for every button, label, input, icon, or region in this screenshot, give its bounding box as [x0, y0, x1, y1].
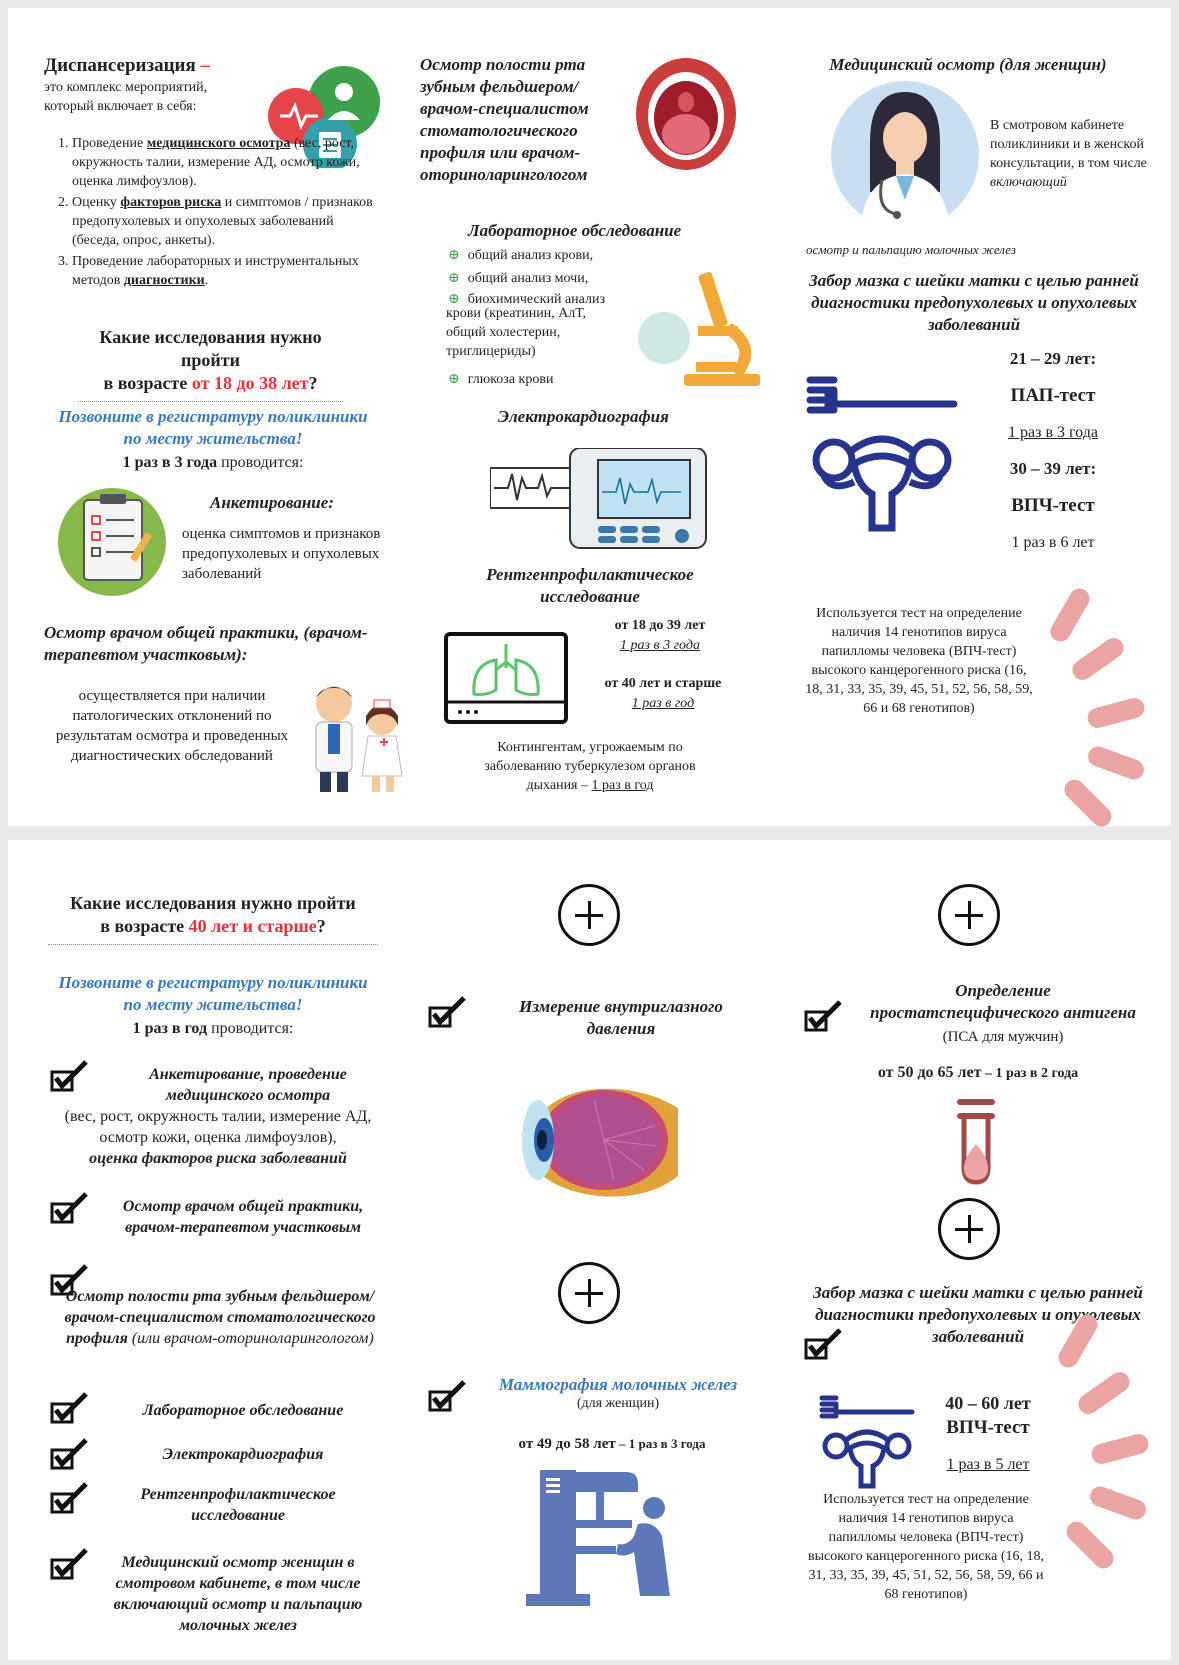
check-item-dental: Осмотр полости рта зубным фельдшером/врачом-специалистом стоматологического профиля (или врачом-оториноларингологом): [64, 1288, 376, 1347]
check-item-women-exam: Медицинский осмотр женщин в смотровом кабинете, в том числе включающий осмотр и пальпацию молочных желез: [113, 1554, 363, 1634]
intro-item-1: 1. Проведение медицинского осмотра (вес, рост, окружность талии, измерение АД, осмотр кожи, оценка лимфоузлов).: [72, 134, 379, 191]
decor-swoosh: [1060, 775, 1115, 830]
lab-item-glucose: ⊕ глюкоза крови: [448, 370, 553, 389]
lab-list: [448, 246, 648, 309]
link-risk-factors[interactable]: факторов риска: [120, 195, 222, 210]
decor-swoosh: [1047, 585, 1093, 645]
checkmark-icon: [50, 1192, 90, 1226]
decor-swoosh: [1089, 1432, 1150, 1466]
psa-schedule: от 50 до 65 лет – 1 раз в 2 года: [877, 1064, 1079, 1081]
decor-swoosh: [1087, 1484, 1148, 1523]
check-item-lab: Лабораторное обследование: [142, 1402, 344, 1419]
brochure-page-2: [8, 840, 1171, 1660]
frequency-line: 1 раз в 3 года проводится:: [122, 454, 304, 471]
ecg-title: Электрокардиография: [498, 407, 669, 426]
plus-icon: [558, 884, 620, 946]
decor-swoosh: [1069, 634, 1128, 684]
frequency-line-p2: 1 раз в год проводится:: [132, 1020, 294, 1037]
hpv-test-label-p1: ВПЧ-тест: [1011, 495, 1095, 516]
checkmark-icon: [428, 1380, 468, 1414]
checkmark-icon: [50, 1548, 90, 1582]
age-question-40-plus: Какие исследования нужно пройти в возрасте 40 лет и старше?: [48, 892, 378, 945]
call-registry-text: Позвоните в регистратуру поликлиники по месту жительства!: [58, 407, 368, 448]
brochure-page-1: [8, 8, 1171, 826]
intro-dash: –: [195, 55, 211, 76]
call-registry-text-p2: Позвоните в регистратуру поликлиники по месту жительства!: [58, 973, 368, 1014]
lab-item-biochem: ⊕ биохимический анализ: [448, 290, 648, 309]
blood-test-tube-icon: [946, 1096, 1006, 1188]
smear-age-30-39: 30 – 39 лет:: [1009, 459, 1097, 478]
link-medical-exam[interactable]: медицинского осмотра: [146, 136, 291, 151]
xray-age-2: от 40 лет и старше: [604, 676, 722, 691]
hpv-note-p1: Используется тест на определение наличия 14 генотипов вируса папилломы человека (ВПЧ-тест) высокого канцерогенного риска (16, 18, 31, 33, 35, 39, 45, 51, 52, 56, 58, 59, 66 и 68 генотипов): [805, 606, 1033, 716]
pap-test-label: ПАП-тест: [1010, 385, 1096, 406]
check-item-xray: Рентгенпрофилактическое исследование: [140, 1486, 336, 1524]
age-question-18-38: Какие исследования нужно пройти в возрасте от 18 до 38 лет?: [78, 326, 343, 402]
iop-title: Измерение внутриглазного давления: [519, 997, 723, 1038]
uterus-icon: [804, 372, 960, 534]
check-item-ecg: Электрокардиография: [162, 1446, 324, 1463]
hpv-test-frequency-p1: 1 раз в 6 лет: [1011, 534, 1095, 551]
link-diagnostics[interactable]: диагностики: [123, 273, 205, 288]
decor-swoosh: [1085, 696, 1146, 730]
gp-title: Осмотр врачом общей практики, (врачом-терапевтом участковым):: [44, 623, 368, 664]
survey-title: Анкетирование:: [210, 493, 334, 512]
intro-item-3: 3. Проведение лабораторных и инструментальных методов диагностики.: [72, 252, 379, 290]
checkmark-icon: [50, 1438, 90, 1472]
mammography-subtitle: (для женщин): [576, 1396, 660, 1411]
survey-clipboard-icon: [56, 486, 168, 598]
decor-swoosh: [1075, 1368, 1134, 1418]
xray-contingent: Контингентам, угрожаемым по заболеванию туберкулезом органов дыхания – 1 раз в год: [484, 740, 696, 793]
uterus-icon: [818, 1392, 916, 1490]
xray-freq-2: 1 раз в год: [631, 696, 695, 711]
eye-anatomy-illustration: [508, 1078, 688, 1202]
checkmark-icon: [804, 1328, 844, 1362]
microscope-icon: [636, 268, 766, 392]
smear-age-21-29: 21 – 29 лет:: [1009, 349, 1097, 368]
lab-item-urine: ⊕ общий анализ мочи,: [448, 269, 648, 288]
mammography-title: Маммография молочных желез: [498, 1375, 738, 1394]
mammography-schedule: от 49 до 58 лет – 1 раз в 3 года: [518, 1436, 706, 1452]
hpv-note-p2: Используется тест на определение наличия 14 генотипов вируса папилломы человека (ВПЧ-тест) высокого канцерогенного риска (16, 18, 31, 33, 35, 39, 45, 51, 52, 56, 58, 59, 66 и 68 генотипов): [807, 1492, 1045, 1602]
intro-subtitle: это комплекс мероприятий, который включает в себя:: [44, 80, 208, 114]
women-exam-text-last: осмотр и пальпацию молочных желез: [806, 242, 1016, 257]
female-doctor-avatar: [830, 80, 980, 230]
checkmark-icon: [428, 996, 468, 1030]
ecg-monitor-icon: [490, 448, 708, 552]
psa-title: Определение простатспецифического антигена (ПСА для мужчин): [870, 981, 1136, 1045]
mammography-machine-icon: [526, 1466, 676, 1608]
lab-biochem-details: крови (креатинин, АлТ, общий холестерин, триглицериды): [446, 306, 586, 359]
xray-freq-1: 1 раз в 3 года: [620, 638, 700, 653]
xray-age-1: от 18 до 39 лет: [614, 618, 706, 633]
decor-swoosh: [1062, 1517, 1117, 1572]
women-exam-title: Медицинский осмотр (для женщин): [829, 55, 1107, 74]
dental-title: Осмотр полости рта зубным фельдшером/ врачом-специалистом стоматологического профиля или врачом-оториноларингологом: [420, 55, 589, 184]
xray-lungs-monitor-icon: [444, 632, 570, 726]
plus-icon: [938, 1198, 1000, 1260]
intro-item-2: 2. Оценку факторов риска и симптомов / признаков предопухолевых и опухолевых заболеваний (беседа, опрос, анкеты).: [72, 193, 379, 250]
checkmark-icon: [50, 1482, 90, 1516]
women-exam-text: В смотровом кабинете поликлиники и в женской консультации, в том числе включающий: [990, 118, 1147, 190]
check-item-gp: Осмотр врачом общей практики, врачом-терапевтом участковым: [122, 1198, 364, 1236]
intro-title: Диспансеризация: [44, 55, 196, 76]
check-item-survey-exam: Анкетирование, проведение медицинского осмотра (вес, рост, окружность талии, измерение АД, осмотр кожи, оценка лимфоузлов), оценка факторов риска заболеваний: [64, 1066, 372, 1167]
open-mouth-illustration: [632, 56, 740, 172]
hpv-test-frequency-p2: 1 раз в 5 лет: [946, 1456, 1030, 1473]
smear-age-40-60: 40 – 60 лет: [945, 1393, 1031, 1413]
gp-text: осуществляется при наличии патологических отклонений по результатам осмотра и проведенных диагностических обследований: [55, 688, 289, 764]
checkmark-icon: [804, 1000, 844, 1034]
lab-title: Лабораторное обследование: [468, 221, 682, 240]
plus-icon: [558, 1262, 620, 1324]
xray-title: Рентгенпрофилактическое исследование: [486, 565, 694, 606]
checkmark-icon: [50, 1392, 90, 1426]
intro-list: [44, 134, 379, 292]
survey-text: оценка симптомов и признаков предопухолевых и опухолевых заболеваний: [182, 526, 381, 582]
doctor-nurse-illustration: [300, 676, 412, 796]
smear-title-p1: Забор мазка с шейки матки с целью ранней диагностики предопухолевых и опухолевых заболеваний: [809, 271, 1139, 334]
pap-test-frequency: 1 раз в 3 года: [1008, 424, 1098, 441]
plus-icon: [938, 884, 1000, 946]
smear-title-p2-line1: Забор мазка с шейки матки с целью ранней диагностики предопухолевых и опухолевых заболеваний: [813, 1283, 1143, 1346]
decor-swoosh: [1085, 744, 1146, 783]
hpv-test-label-p2: ВПЧ-тест: [946, 1417, 1030, 1438]
lab-item-blood: ⊕ общий анализ крови,: [448, 246, 648, 265]
